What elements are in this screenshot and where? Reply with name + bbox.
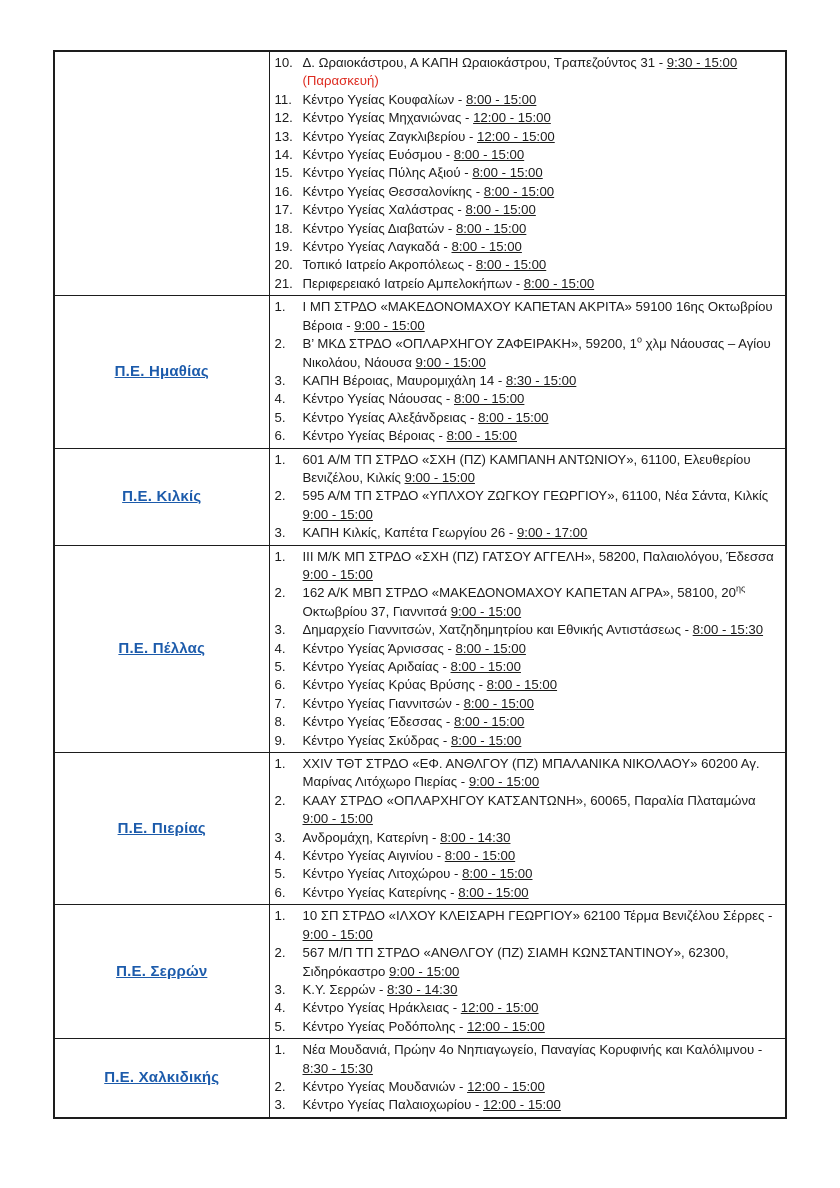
- list-item: [275, 1078, 782, 1096]
- list-item-number: 2.: [274, 488, 286, 504]
- location-text: Κέντρο Υγείας Χαλάστρας -: [302, 202, 466, 218]
- region-cell: [54, 753, 269, 905]
- list-item-text: [303, 487, 782, 524]
- items-cell: [269, 296, 786, 448]
- location-text: Περιφερειακό Ιατρείο Αμπελοκήπων -: [302, 275, 524, 291]
- list-item: [275, 584, 782, 621]
- list-item-text: [303, 256, 782, 274]
- opening-hours-text: 8:00 - 15:00: [472, 165, 543, 181]
- list-item-text: [303, 621, 782, 639]
- opening-hours-text: 9:00 - 15:00: [389, 963, 460, 979]
- items-cell: [269, 51, 786, 296]
- region-label-link[interactable]: Π.Ε. Πέλλας: [118, 639, 206, 657]
- items-cell: [269, 448, 786, 545]
- region-cell: [54, 448, 269, 545]
- region-cell: [54, 905, 269, 1039]
- opening-hours-text: 12:00 - 15:00: [477, 128, 555, 144]
- opening-hours-text: 8:00 - 15:00: [451, 239, 522, 255]
- list-item-text: [303, 907, 782, 944]
- list-item-text: [303, 238, 782, 256]
- list-item-text: [303, 146, 782, 164]
- opening-hours-text: 8:00 - 15:00: [462, 866, 533, 882]
- list-item-text: [303, 1041, 782, 1078]
- list-item-text: [303, 884, 782, 902]
- list-item: [275, 732, 782, 750]
- list-item-number: 4.: [274, 848, 286, 864]
- opening-hours-text: 9:00 - 15:00: [354, 317, 425, 333]
- list-item-text: [303, 676, 782, 694]
- opening-hours-text: 8:30 - 15:00: [505, 372, 577, 388]
- list-item-number: 6.: [274, 884, 286, 900]
- items-cell: [269, 753, 786, 905]
- list-item-number: 21.: [274, 275, 293, 291]
- opening-hours-text: 8:00 - 15:00: [444, 848, 516, 864]
- list-item-text: [303, 713, 782, 731]
- list-item: [275, 999, 782, 1017]
- list-item: [275, 390, 782, 408]
- list-item-number: 1.: [274, 299, 286, 315]
- list-item: [275, 1018, 782, 1036]
- list-item-text: [303, 1096, 782, 1114]
- opening-hours-text: 8:00 - 14:30: [440, 829, 511, 845]
- table-row: [54, 296, 786, 448]
- location-text: Κέντρο Υγείας Μηχανιώνας -: [302, 110, 474, 126]
- opening-hours-text: 9:00 - 15:00: [302, 811, 373, 827]
- list-item: [275, 884, 782, 902]
- location-text: 601 Α/Μ ΤΠ ΣΤΡΔΟ «ΣΧΗ (ΠΖ) ΚΑΜΠΑΝΗ ΑΝΤΩΝΙΟΥ», 61100, Ελευθερίου Βενιζέλου, Κιλκίς: [302, 451, 751, 485]
- list-item-number: 3.: [274, 622, 286, 638]
- list-item: [275, 792, 782, 829]
- location-text: Κέντρο Υγείας Παλαιοχωρίου -: [302, 1097, 484, 1113]
- list-item: [275, 944, 782, 981]
- list-item-text: [303, 201, 782, 219]
- location-text: Κέντρο Υγείας Αιγινίου -: [302, 848, 445, 864]
- list-item-number: 9.: [274, 732, 286, 748]
- location-text: Κέντρο Υγείας Διαβατών -: [302, 220, 456, 236]
- location-text: Δ. Ωραιοκάστρου, Α ΚΑΠΗ Ωραιοκάστρου, Τραπεζούντος 31 -: [302, 55, 667, 70]
- list-item-text: [303, 695, 782, 713]
- location-text: 567 Μ/Π ΤΠ ΣΤΡΔΟ «ΑΝΘΛΓΟΥ (ΠΖ) ΣΙΑΜΗ ΚΩΝΣΤΑΝΤΙΝΟΥ», 62300, Σιδηρόκαστρο: [302, 945, 729, 979]
- location-text: 10 ΣΠ ΣΤΡΔΟ «ΙΛΧΟΥ ΚΛΕΙΣΑΡΗ ΓΕΩΡΓΙΟΥ» 62100 Τέρμα Βενιζέλου Σέρρες -: [302, 908, 773, 924]
- list-item-number: 2.: [274, 945, 286, 961]
- list-item-text: [303, 128, 782, 146]
- list-item-number: 2.: [274, 1078, 286, 1094]
- list-item-text: [303, 524, 782, 542]
- list-item-number: 4.: [274, 640, 286, 656]
- list-item-number: 7.: [274, 695, 286, 711]
- list-item: [275, 256, 782, 274]
- list-item-number: 2.: [274, 792, 286, 808]
- list-item-text: [303, 183, 782, 201]
- list-item-number: 3.: [274, 525, 286, 541]
- list-item: [275, 91, 782, 109]
- region-label-link[interactable]: Π.Ε. Χαλκιδικής: [104, 1068, 220, 1086]
- location-text: Ανδρομάχη, Κατερίνη -: [302, 829, 441, 845]
- table-row: [54, 753, 786, 905]
- region-cell: [54, 51, 269, 296]
- superscript-text: ο: [636, 334, 642, 345]
- list-item-text: [303, 847, 782, 865]
- list-item-text: [303, 944, 782, 981]
- list-item-text: [303, 220, 782, 238]
- opening-hours-text: 12:00 - 15:00: [473, 110, 551, 126]
- list-item: [275, 275, 782, 293]
- opening-hours-text: 8:00 - 15:00: [455, 220, 527, 236]
- location-text: Κέντρο Υγείας Έδεσσας -: [302, 714, 454, 730]
- location-text: Κέντρο Υγείας Αριδαίας -: [302, 659, 451, 674]
- list-item: [275, 1041, 782, 1078]
- list-item: [275, 128, 782, 146]
- list-item: [275, 829, 782, 847]
- list-item: [275, 695, 782, 713]
- opening-hours-text: 8:00 - 15:00: [453, 391, 525, 407]
- opening-hours-text: 8:00 - 15:00: [483, 183, 555, 199]
- superscript-text: ης: [735, 583, 746, 594]
- table-row: [54, 905, 786, 1039]
- location-text: Κέντρο Υγείας Άρνισσας -: [302, 640, 456, 656]
- list-item-text: [303, 865, 782, 883]
- location-text: Κέντρο Υγείας Ζαγκλιβερίου -: [302, 128, 478, 144]
- opening-hours-text: 9:00 - 17:00: [516, 525, 588, 541]
- list-item-number: 18.: [274, 220, 293, 236]
- table-row: [54, 545, 786, 752]
- list-item: [275, 409, 782, 427]
- location-text: Νέα Μουδανιά, Πρώην 4ο Νηπιαγωγείο, Παναγίας Κορυφινής και Καλόλιμνου -: [302, 1042, 763, 1058]
- opening-hours-text: 12:00 - 15:00: [460, 1000, 539, 1016]
- list-item-number: 6.: [274, 677, 286, 693]
- list-item: [275, 201, 782, 219]
- location-text: Κέντρο Υγείας Κουφαλίων -: [302, 91, 466, 107]
- schedule-table-body: [54, 51, 786, 1118]
- location-text: Κέντρο Υγείας Λαγκαδά -: [302, 239, 452, 255]
- region-label-link[interactable]: Π.Ε. Σερρών: [116, 962, 208, 980]
- list-item-number: 5.: [274, 659, 286, 674]
- list-item-text: [303, 829, 782, 847]
- list-item: [275, 220, 782, 238]
- list-item-number: 15.: [274, 165, 293, 181]
- list-item-text: [303, 54, 782, 91]
- friday-note-text: (Παρασκευή): [302, 73, 379, 89]
- list-item-number: 1.: [274, 908, 286, 924]
- list-item-text: [303, 451, 782, 488]
- items-cell: [269, 545, 786, 752]
- list-item-number: 6.: [274, 428, 286, 444]
- list-item-number: 11.: [274, 91, 292, 107]
- list-item-number: 3.: [274, 981, 286, 997]
- list-item-number: 5.: [274, 1018, 286, 1034]
- list-item-number: 4.: [274, 1000, 286, 1016]
- list-item-text: [303, 390, 782, 408]
- list-item-text: [303, 409, 782, 427]
- opening-hours-text: 9:00 - 15:00: [450, 603, 522, 619]
- list-item: [275, 487, 782, 524]
- list-item-number: 12.: [274, 110, 293, 126]
- list-item-number: 10.: [274, 55, 293, 70]
- list-item: [275, 146, 782, 164]
- list-item: [275, 183, 782, 201]
- table-row: [54, 1039, 786, 1118]
- region-label-link[interactable]: Π.Ε. Ημαθίας: [114, 362, 209, 380]
- opening-hours-text: 8:30 - 15:30: [302, 1060, 373, 1076]
- list-item-number: 1.: [274, 1042, 286, 1058]
- list-item: [275, 621, 782, 639]
- list-item-number: 2.: [274, 585, 286, 601]
- location-text: Δημαρχείο Γιαννιτσών, Χατζηδημητρίου και Εθνικής Αντιστάσεως -: [302, 622, 693, 638]
- list-item: [275, 548, 782, 585]
- region-cell: [54, 545, 269, 752]
- list-item: [275, 524, 782, 542]
- location-text: Κέντρο Υγείας Ροδόπολης -: [302, 1018, 468, 1034]
- opening-hours-text: 8:00 - 15:00: [454, 714, 525, 730]
- opening-hours-text: 8:00 - 15:00: [453, 147, 525, 163]
- location-text: Κέντρο Υγείας Κατερίνης -: [302, 884, 459, 900]
- list-item-text: [303, 109, 782, 127]
- opening-hours-text: 8:00 - 15:00: [523, 275, 595, 291]
- location-text: Κέντρο Υγείας Θεσσαλονίκης -: [302, 183, 484, 199]
- location-text: χλμ Νάουσας – Αγίου Νικολάου, Νάουσα: [302, 336, 771, 370]
- table-row: [54, 448, 786, 545]
- region-label-link[interactable]: Π.Ε. Πιερίας: [117, 819, 206, 837]
- list-item: [275, 164, 782, 182]
- opening-hours-text: 8:00 - 15:00: [458, 884, 529, 900]
- location-text: ΚΑΑΥ ΣΤΡΔΟ «ΟΠΛΑΡΧΗΓΟΥ ΚΑΤΣΑΝΤΩΝΗ», 60065, Παραλία Πλαταμώνα: [302, 792, 756, 808]
- list-item: [275, 427, 782, 445]
- list-item-number: 19.: [274, 239, 293, 255]
- list-item-number: 16.: [274, 183, 293, 199]
- opening-hours-text: 8:00 - 15:00: [450, 732, 522, 748]
- opening-hours-text: 9:00 - 15:00: [302, 566, 373, 582]
- opening-hours-text: 8:30 - 14:30: [387, 981, 458, 997]
- list-item: [275, 451, 782, 488]
- schedule-table: [53, 50, 787, 1119]
- list-item: [275, 335, 782, 372]
- list-item-text: [303, 548, 782, 585]
- location-text: Κέντρο Υγείας Αλεξάνδρειας -: [302, 409, 479, 425]
- list-item-number: 3.: [274, 372, 286, 388]
- location-text: ΙΙΙ Μ/Κ ΜΠ ΣΤΡΔΟ «ΣΧΗ (ΠΖ) ΓΑΤΣΟΥ ΑΓΓΕΛΗ», 58200, Παλαιολόγου, Έδεσσα: [302, 548, 774, 564]
- list-item-number: 1.: [274, 756, 286, 772]
- opening-hours-text: 8:00 - 15:00: [463, 695, 534, 711]
- list-item-text: [303, 981, 782, 999]
- location-text: Κ.Υ. Σερρών -: [302, 981, 388, 997]
- list-item: [275, 372, 782, 390]
- location-text: ΚΑΠΗ Βέροιας, Μαυρομιχάλη 14 -: [302, 372, 506, 388]
- opening-hours-text: 8:00 - 15:00: [486, 677, 558, 693]
- list-item: [275, 755, 782, 792]
- location-text: Κέντρο Υγείας Σκύδρας -: [302, 732, 451, 748]
- list-item-number: 14.: [274, 147, 293, 163]
- list-item-text: [303, 335, 782, 372]
- opening-hours-text: 8:00 - 15:00: [465, 202, 536, 218]
- region-cell: [54, 296, 269, 448]
- list-item-text: [303, 298, 782, 335]
- list-item-text: [303, 640, 782, 658]
- list-item-number: 5.: [274, 866, 286, 882]
- opening-hours-text: 12:00 - 15:00: [467, 1018, 545, 1034]
- list-item-number: 4.: [274, 391, 286, 407]
- list-item-text: [303, 584, 782, 621]
- location-text: Τοπικό Ιατρείο Ακροπόλεως -: [302, 257, 476, 273]
- opening-hours-text: 12:00 - 15:00: [467, 1078, 545, 1094]
- table-row: [54, 51, 786, 296]
- list-item-text: [303, 1018, 782, 1036]
- location-text: 595 Α/Μ ΤΠ ΣΤΡΔΟ «ΥΠΛΧΟΥ ΖΩΓΚΟΥ ΓΕΩΡΓΙΟΥ», 61100, Νέα Σάντα, Κιλκίς: [302, 488, 769, 504]
- list-item: [275, 1096, 782, 1114]
- region-cell: [54, 1039, 269, 1118]
- opening-hours-text: 9:00 - 15:00: [468, 774, 540, 790]
- opening-hours-text: 9:00 - 15:00: [302, 506, 373, 522]
- opening-hours-text: 9:30 - 15:00: [666, 55, 738, 70]
- list-item-text: [303, 1078, 782, 1096]
- location-text: 162 Α/Κ ΜΒΠ ΣΤΡΔΟ «ΜΑΚΕΔΟΝΟΜΑΧΟΥ ΚΑΠΕΤΑΝ ΑΓΡΑ», 58100, 20: [302, 585, 736, 601]
- location-text: Κέντρο Υγείας Λιτοχώρου -: [302, 866, 463, 882]
- list-item-text: [303, 999, 782, 1017]
- list-item-number: 3.: [274, 1097, 286, 1113]
- list-item-number: 5.: [274, 409, 286, 425]
- list-item: [275, 298, 782, 335]
- list-item: [275, 238, 782, 256]
- list-item: [275, 981, 782, 999]
- list-item-text: [303, 755, 782, 792]
- list-item-number: 17.: [274, 202, 293, 218]
- opening-hours-text: 8:00 - 15:00: [450, 659, 521, 674]
- opening-hours-text: 9:00 - 15:00: [415, 354, 486, 370]
- list-item-number: 20.: [274, 257, 293, 273]
- location-text: Κέντρο Υγείας Μουδανιών -: [302, 1078, 468, 1094]
- items-cell: [269, 905, 786, 1039]
- list-item: [275, 640, 782, 658]
- list-item: [275, 713, 782, 731]
- list-item: [275, 907, 782, 944]
- list-item: [275, 54, 782, 91]
- opening-hours-text: 12:00 - 15:00: [483, 1097, 561, 1113]
- location-text: Β’ ΜΚΔ ΣΤΡΔΟ «ΟΠΛΑΡΧΗΓΟΥ ΖΑΦΕΙΡΑΚΗ», 59200, 1: [302, 336, 637, 352]
- list-item-text: [303, 275, 782, 293]
- list-item-text: [303, 792, 782, 829]
- opening-hours-text: 9:00 - 15:00: [404, 469, 475, 485]
- list-item: [275, 658, 782, 676]
- opening-hours-text: 8:00 - 15:00: [446, 428, 517, 444]
- list-item-text: [303, 658, 782, 676]
- items-cell: [269, 1039, 786, 1118]
- opening-hours-text: 8:00 - 15:00: [478, 409, 549, 425]
- opening-hours-text: 8:00 - 15:00: [465, 91, 537, 107]
- list-item-number: 1.: [274, 548, 286, 564]
- opening-hours-text: 8:00 - 15:00: [455, 640, 526, 656]
- list-item-text: [303, 372, 782, 390]
- location-text: XXIV ΤΘΤ ΣΤΡΔΟ «ΕΦ. ΑΝΘΛΓΟΥ (ΠΖ) ΜΠΑΛΑΝΙΚΑ ΝΙΚΟΛΑΟΥ» 60200 Αγ. Μαρίνας Λιτόχωρο Πιερίας -: [302, 756, 760, 790]
- location-text: Κέντρο Υγείας Νάουσας -: [302, 391, 454, 407]
- opening-hours-text: 8:00 - 15:00: [475, 257, 547, 273]
- opening-hours-text: 9:00 - 15:00: [302, 926, 373, 942]
- list-item-number: 3.: [274, 829, 286, 845]
- region-label-link[interactable]: Π.Ε. Κιλκίς: [122, 487, 202, 505]
- list-item-number: 1.: [274, 451, 286, 467]
- list-item-text: [303, 91, 782, 109]
- list-item-number: 13.: [274, 128, 293, 144]
- location-text: Κέντρο Υγείας Βέροιας -: [302, 428, 447, 444]
- list-item: [275, 109, 782, 127]
- list-item: [275, 865, 782, 883]
- location-text: Κέντρο Υγείας Ευόσμου -: [302, 147, 454, 163]
- list-item-number: 8.: [274, 714, 286, 730]
- location-text: Οκτωβρίου 37, Γιαννιτσά: [302, 603, 451, 619]
- opening-hours-text: 8:00 - 15:30: [692, 622, 764, 638]
- location-text: Κέντρο Υγείας Κρύας Βρύσης -: [302, 677, 487, 693]
- list-item: [275, 847, 782, 865]
- location-text: Κέντρο Υγείας Γιαννιτσών -: [302, 695, 464, 711]
- list-item-text: [303, 732, 782, 750]
- location-text: ΚΑΠΗ Κιλκίς, Καπέτα Γεωργίου 26 -: [302, 525, 517, 541]
- location-text: Κέντρο Υγείας Ηράκλειας -: [302, 1000, 461, 1016]
- location-text: Κέντρο Υγείας Πύλης Αξιού -: [302, 165, 473, 181]
- location-text: Ι ΜΠ ΣΤΡΔΟ «ΜΑΚΕΔΟΝΟΜΑΧΟΥ ΚΑΠΕΤΑΝ ΑΚΡΙΤΑ» 59100 16ης Οκτωβρίου Βέροια -: [302, 299, 773, 333]
- list-item-number: 2.: [274, 336, 286, 352]
- list-item-text: [303, 164, 782, 182]
- list-item-text: [303, 427, 782, 445]
- list-item: [275, 676, 782, 694]
